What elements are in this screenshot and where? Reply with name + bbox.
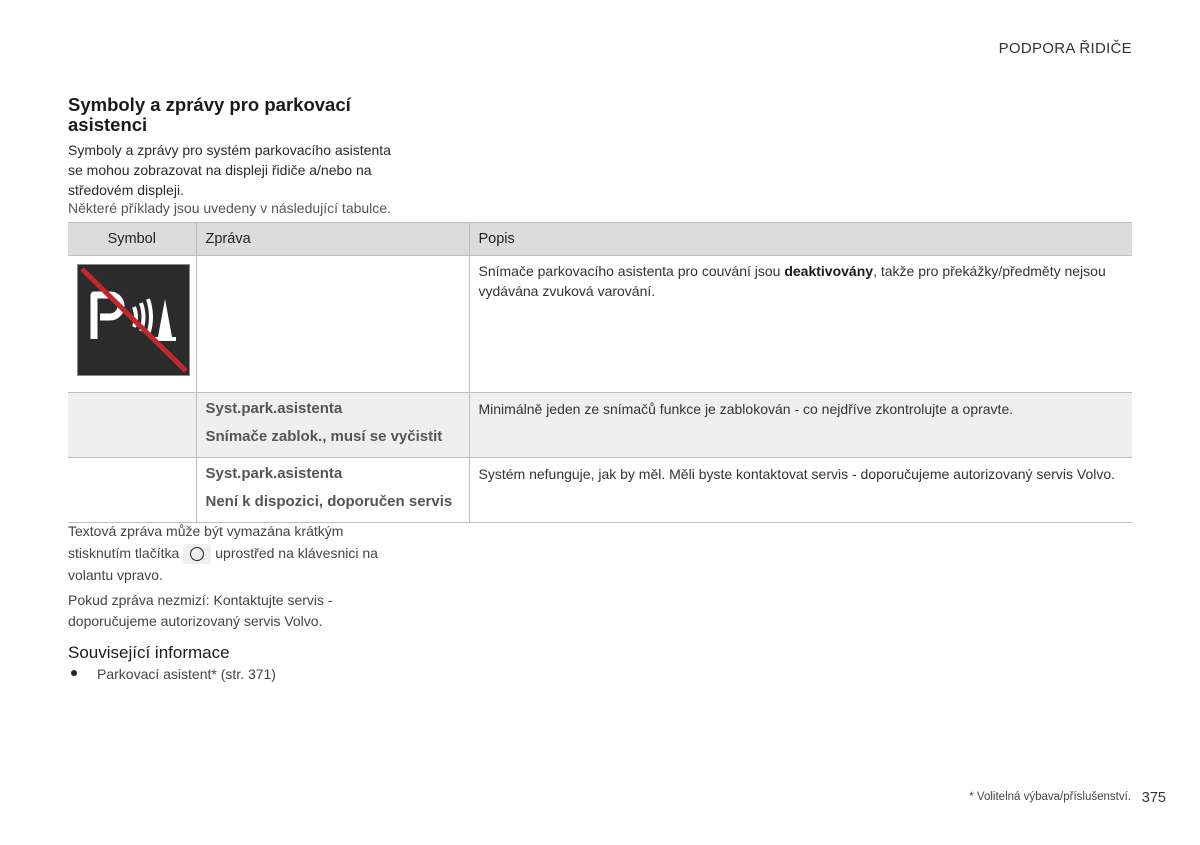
message-detail: Snímače zablok., musí se vyčistit <box>205 428 443 445</box>
circle-button-icon <box>183 544 211 564</box>
message-cell <box>196 393 469 458</box>
related-link[interactable] <box>68 664 276 684</box>
clear-message-paragraph <box>68 520 408 586</box>
related-info-list <box>68 664 276 684</box>
description-emphasis: deaktivovány <box>784 263 874 279</box>
table-row <box>68 393 1132 458</box>
page-title: Symboly a zprávy pro parkovací asistenci <box>68 94 351 135</box>
page-number: 375 <box>1141 790 1166 806</box>
column-header-message: Zpráva <box>196 223 469 256</box>
message-detail: Není k dispozici, doporučen servis <box>205 493 453 510</box>
intro-paragraph: Symboly a zprávy pro systém parkovacího asistenta se mohou zobrazovat na displeji řidiče a/nebo na středovém displeji. <box>68 142 391 198</box>
related-info-heading: Související informace <box>68 643 230 662</box>
message-cell <box>196 458 469 523</box>
bullet-icon <box>71 670 77 676</box>
table-row <box>68 256 1132 393</box>
table-header-row <box>68 223 1132 256</box>
description-cell: Systém nefunguje, jak by měl. Měli byste kontaktovat servis - doporučujeme autorizovaný servis Volvo. <box>469 458 1132 523</box>
parking-sensors-off-icon <box>77 264 190 376</box>
description-cell <box>469 256 1132 393</box>
description-text: , takže pro překážky/předměty nejsou vydávána zvuková varování. <box>478 263 1106 299</box>
footnote: * Volitelná výbava/příslušenství. <box>969 791 1131 803</box>
symbol-cell <box>68 393 196 458</box>
description-cell: Minimálně jeden ze snímačů funkce je zablokován - co nejdříve zkontrolujte a opravte. <box>469 393 1132 458</box>
symbols-messages-table <box>68 222 1132 523</box>
column-header-symbol: Symbol <box>68 223 196 256</box>
persisting-message-paragraph: Pokud zpráva nezmizí: Kontaktujte servis - doporučujeme autorizovaný servis Volvo. <box>68 592 333 629</box>
clear-message-text-end: uprostřed na klávesnici na volantu vpravo. <box>68 545 378 584</box>
related-link-label: Parkovací asistent* (str. 371) <box>97 666 276 682</box>
message-title: Syst.park.asistenta <box>205 400 343 417</box>
message-title: Syst.park.asistenta <box>205 465 343 482</box>
intro-note: Některé příklady jsou uvedeny v následující tabulce. <box>68 200 391 216</box>
section-header: PODPORA ŘIDIČE <box>998 40 1132 57</box>
message-cell <box>196 256 469 393</box>
description-text: Snímače parkovacího asistenta pro couvání jsou <box>478 263 785 279</box>
column-header-description: Popis <box>469 223 1132 256</box>
clear-message-text: Textová zpráva může být vymazána krátkým stisknutím tlačítka <box>68 523 344 561</box>
symbol-cell <box>68 256 196 393</box>
table-row <box>68 458 1132 523</box>
symbol-cell <box>68 458 196 523</box>
